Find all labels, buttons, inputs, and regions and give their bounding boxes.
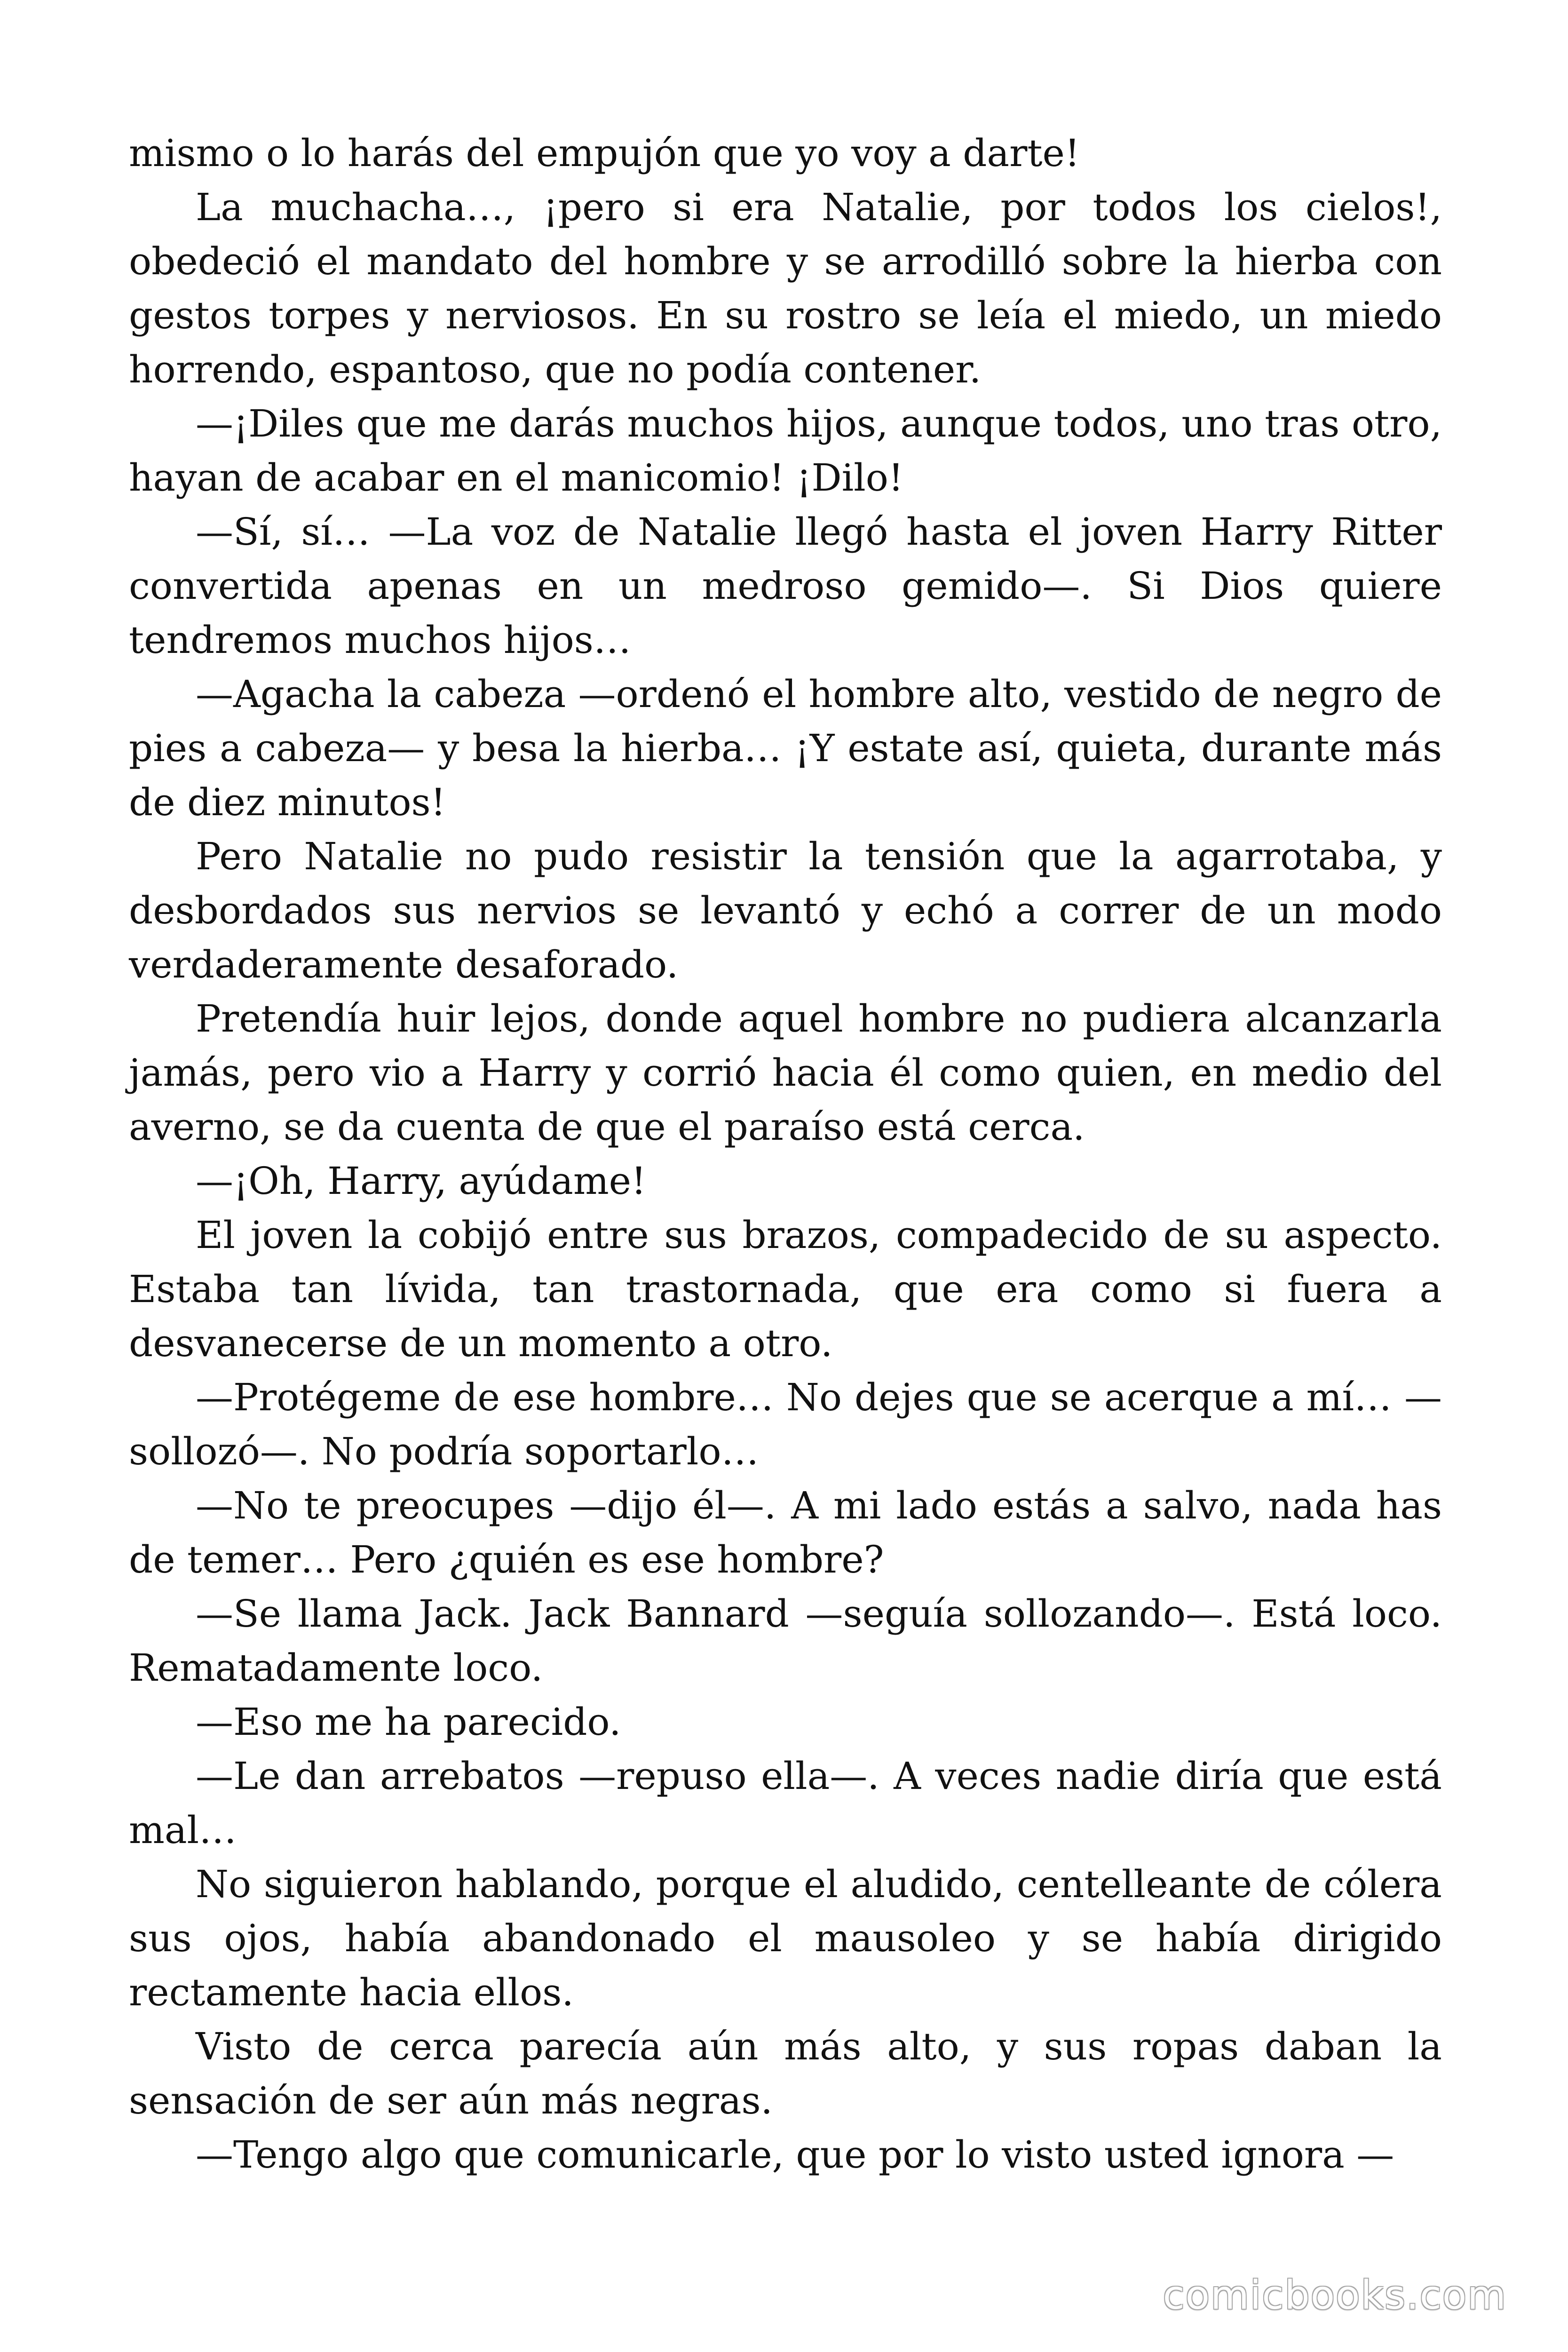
paragraph: —Eso me ha parecido.: [196, 1700, 621, 1744]
paragraph: —¡Oh, Harry, ayúdame!: [196, 1159, 647, 1203]
paragraph: Visto de cerca parecía aún más alto, y sus ropas daban la sensación de ser aún más negras.: [129, 2025, 1442, 2122]
paragraph: —¡Diles que me darás muchos hijos, aunque todos, uno tras otro, hayan de acabar en el manicomio! ¡Dilo!: [129, 402, 1442, 500]
paragraph: —Tengo algo que comunicarle, que por lo visto usted ignora —: [196, 2133, 1394, 2177]
paragraph: —Sí, sí… —La voz de Natalie llegó hasta el joven Harry Ritter convertida apenas en un medroso gemido—. Si Dios quiere tendremos muchos hijos…: [129, 510, 1442, 662]
paragraph: Pero Natalie no pudo resistir la tensión que la agarrotaba, y desbordados sus nervios se levantó y echó a correr de un modo verdaderamente desaforado.: [129, 834, 1442, 986]
watermark: comicbooks.com: [1163, 2272, 1507, 2318]
paragraph: —Agacha la cabeza —ordenó el hombre alto, vestido de negro de pies a cabeza— y besa la hierba… ¡Y estate así, quieta, durante más de diez minutos!: [129, 672, 1442, 824]
paragraph: mismo o lo harás del empujón que yo voy a darte!: [129, 131, 1080, 175]
paragraph: —Se llama Jack. Jack Bannard —seguía sollozando—. Está loco. Rematadamente loco.: [129, 1592, 1442, 1690]
paragraph: La muchacha…, ¡pero si era Natalie, por todos los cielos!, obedeció el mandato del hombre y se arrodilló sobre la hierba con gestos torpes y nerviosos. En su rostro se leía el miedo, un miedo horrendo, espantoso, que no podía contener.: [129, 185, 1442, 391]
paragraph: —No te preocupes —dijo él—. A mi lado estás a salvo, nada has de temer… Pero ¿quién es ese hombre?: [129, 1484, 1442, 1581]
paragraph: —Protégeme de ese hombre… No dejes que se acerque a mí… —sollozó—. No podría soportarlo…: [129, 1375, 1442, 1473]
paragraph: —Le dan arrebatos —repuso ella—. A veces nadie diría que está mal…: [129, 1754, 1442, 1852]
book-page-text: [129, 126, 1442, 2182]
paragraph: Pretendía huir lejos, donde aquel hombre no pudiera alcanzarla jamás, pero vio a Harry y corrió hacia él como quien, en medio del averno, se da cuenta de que el paraíso está cerca.: [129, 997, 1442, 1149]
paragraph: El joven la cobijó entre sus brazos, compadecido de su aspecto. Estaba tan lívida, tan trastornada, que era como si fuera a desvanecerse de un momento a otro.: [129, 1213, 1442, 1365]
paragraph: No siguieron hablando, porque el aludido, centelleante de cólera sus ojos, había abandonado el mausoleo y se había dirigido rectamente hacia ellos.: [129, 1862, 1442, 2014]
